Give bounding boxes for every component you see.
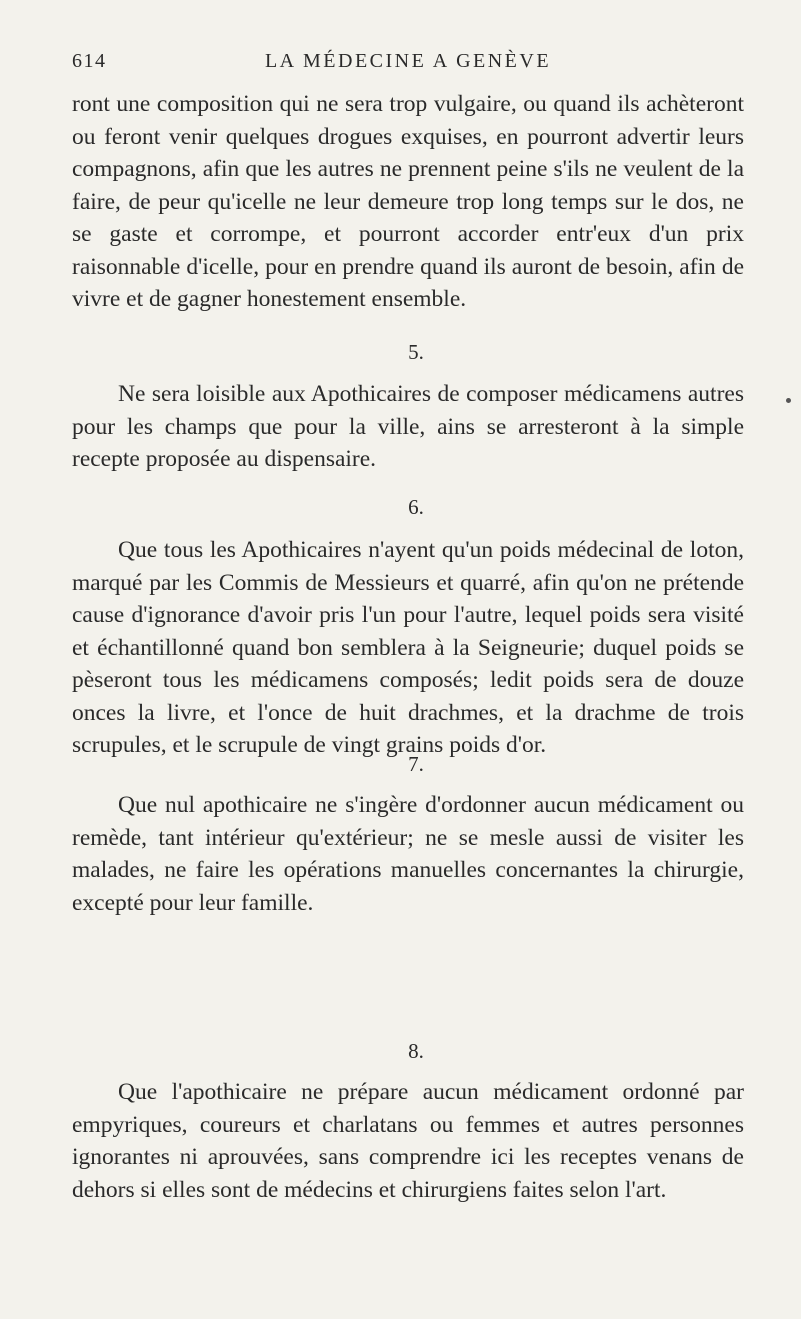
article-paragraph: Que l'apothicaire ne prépare aucun médicament ordonné par empyriques, coureurs et charlatans ou femmes et autres personnes ignorantes ni aprouvées, sans comprendre ici les receptes venans de dehors si elles sont de médecins et chirurgiens faites selon l'art.: [72, 1079, 744, 1203]
article-paragraph: Ne sera loisible aux Apothicaires de composer médicamens autres pour les champs que pour la ville, ains se arresteront à la simple recepte proposée au dispensaire.: [72, 381, 744, 472]
article-heading: [72, 752, 744, 777]
continuation-block: [72, 88, 744, 316]
article-heading: [72, 1039, 744, 1064]
article-paragraph: Que tous les Apothicaires n'ayent qu'un poids médecinal de loton, marqué par les Commis de Messieurs et quarré, afin qu'on ne prétende cause d'ignorance d'avoir pris l'un pour l'autre, lequel poids sera visité et échantillonné quand bon semblera à la Seigneurie; duquel poids se pèseront tous les médicamens composés; ledit poids sera de douze onces la livre, et l'once de huit drachmes, et la drachme de trois scrupules, et le scrupule de vingt grains poids d'or.: [72, 537, 744, 758]
continuation-paragraph: ront une composition qui ne sera trop vulgaire, ou quand ils achèteront ou feront venir quelques drogues exquises, en pourront advertir leurs compagnons, afin que les autres ne prennent peine s'ils ne veulent de la faire, de peur qu'icelle ne leur demeure trop long temps sur le dos, ne se gaste et corrompe, et pourront accorder entr'eux d'un prix raisonnable d'icelle, pour en prendre quand ils auront de besoin, afin de vivre et de gagner honestement ensemble.: [72, 91, 744, 312]
article-number: 8.: [408, 1039, 424, 1063]
article-paragraph: Que nul apothicaire ne s'ingère d'ordonner aucun médicament ou remède, tant intérieur qu'extérieur; ne se mesle aussi de visiter les malades, ne faire les opérations manuelles concernantes la chirurgie, excepté pour leur famille.: [72, 792, 744, 916]
running-title: LA MÉDECINE A GENÈVE: [264, 50, 552, 72]
article-heading: [72, 340, 744, 365]
article-number: 5.: [408, 340, 424, 364]
page-number: 614: [72, 50, 107, 72]
article-block: [72, 1076, 744, 1206]
article-block: [72, 789, 744, 919]
article-block: [72, 378, 744, 476]
running-head: [72, 50, 744, 76]
margin-speck: [786, 398, 791, 403]
article-number: 7.: [408, 752, 424, 776]
article-number: 6.: [408, 495, 424, 519]
article-block: [72, 534, 744, 762]
article-heading: [72, 495, 744, 520]
